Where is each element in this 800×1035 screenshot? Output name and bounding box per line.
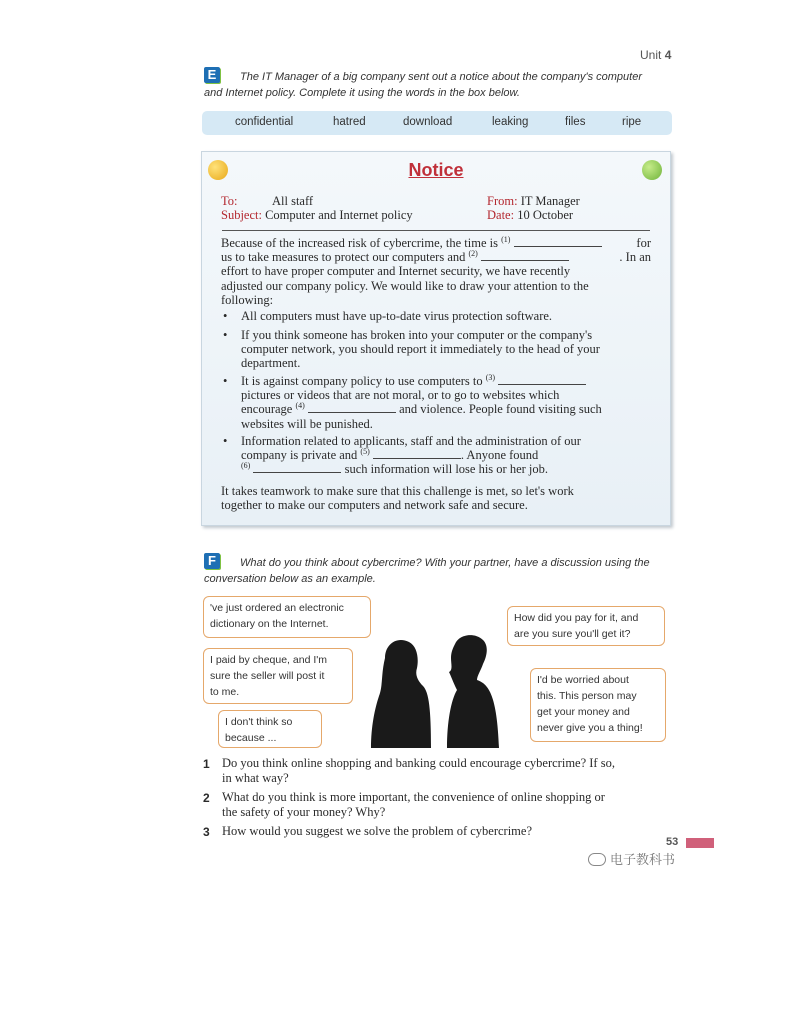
section-f-badge: F	[204, 553, 220, 569]
speech-bubble-1	[203, 596, 371, 638]
two-people-silhouette-image	[365, 630, 505, 750]
subject-value: Computer and Internet policy	[265, 208, 413, 222]
blank-2	[481, 250, 569, 261]
blank-number: (2)	[468, 249, 478, 259]
blank-1	[514, 236, 602, 247]
bubble-line: I don't think so	[225, 716, 293, 728]
bullet-mark: •	[223, 328, 228, 342]
bubble-line: to me.	[210, 686, 240, 698]
blank-number: (6)	[241, 461, 251, 471]
text-line: It is against company policy to use computers to	[241, 374, 483, 388]
blank-4	[308, 402, 396, 413]
notice-bullet-2	[241, 328, 653, 371]
bubble-line: this. This person may	[537, 690, 637, 702]
question-1-number: 1	[203, 757, 210, 771]
word-item: ripe	[622, 116, 642, 128]
text-line: websites will be punished.	[241, 416, 373, 431]
speech-bubble-3	[203, 648, 353, 704]
blank-number: (1)	[501, 234, 511, 244]
text-line: and violence. People found visiting such	[399, 402, 602, 417]
page-color-bar	[686, 838, 714, 848]
question-2-text	[222, 790, 667, 819]
notice-paragraph-1	[221, 236, 651, 307]
section-f-instruction-1: What do you think about cybercrime? With your partner, have a discussion using the	[240, 557, 650, 569]
text-line: department.	[241, 356, 301, 371]
word-item: confidential	[235, 116, 294, 128]
question-1-text	[222, 756, 667, 785]
text-line: effort to have proper computer and Internet security, we have recently	[221, 264, 571, 279]
bubble-line: I'd be worried about	[537, 674, 629, 686]
section-f-instruction-2: conversation below as an example.	[204, 573, 376, 585]
speech-bubble-5	[218, 710, 322, 748]
bullet-mark: •	[223, 374, 228, 388]
notice-date	[487, 208, 573, 223]
blank-5	[373, 448, 461, 459]
speech-bubble-2	[507, 606, 665, 646]
question-line: What do you think is more important, the convenience of online shopping or	[222, 790, 605, 804]
date-label: Date:	[487, 208, 515, 222]
section-e-instruction-1: The IT Manager of a big company sent out a notice about the company's computer	[240, 71, 642, 83]
text-line: It takes teamwork to make sure that this challenge is met, so let's work	[221, 484, 574, 498]
notice-panel	[201, 151, 671, 526]
subject-label: Subject:	[221, 208, 262, 222]
text-line: Information related to applicants, staff and the administration of our	[241, 434, 581, 448]
word-item: hatred	[333, 116, 366, 128]
bubble-line: never give you a thing!	[537, 722, 643, 734]
notice-bullet-4	[241, 434, 653, 477]
watermark	[588, 849, 675, 868]
notice-closing	[221, 484, 651, 512]
text-line: computer network, you should report it immediately to the head of your	[241, 342, 600, 357]
notice-subject	[221, 208, 413, 223]
notice-to	[221, 194, 238, 209]
blank-number: (4)	[295, 401, 305, 411]
text-line: for	[636, 236, 651, 250]
bubble-line: How did you pay for it, and	[514, 612, 639, 624]
speech-bubble-4	[530, 668, 666, 742]
notice-bullet-3	[241, 374, 653, 431]
bubble-line: because ...	[225, 732, 277, 744]
bullet-mark: •	[223, 309, 228, 323]
word-item: leaking	[492, 116, 529, 128]
bubble-line: 've just ordered an electronic	[210, 602, 344, 614]
to-value: All staff	[272, 194, 314, 208]
blank-6	[253, 462, 341, 473]
word-item: files	[565, 116, 586, 128]
text-line: . Anyone found	[460, 448, 539, 463]
text-line: together to make our computers and network safe and secure.	[221, 498, 528, 513]
question-line: the safety of your money? Why?	[222, 804, 386, 819]
blank-3	[498, 374, 586, 385]
wechat-icon	[588, 853, 606, 866]
blank-number: (3)	[485, 372, 496, 382]
bubble-line: dictionary on the Internet.	[210, 618, 329, 630]
question-line: How would you suggest we solve the problem of cybercrime?	[222, 824, 532, 838]
section-e-instruction-2: and Internet policy. Complete it using the words in the box below.	[204, 87, 520, 99]
notice-from	[487, 194, 580, 209]
text-line: pictures or videos that are not moral, or to go to websites which	[241, 388, 560, 403]
from-value: IT Manager	[520, 194, 580, 208]
question-line: Do you think online shopping and banking could encourage cybercrime? If so,	[222, 756, 615, 770]
notice-bullet-1	[241, 309, 653, 323]
blank-number: (5)	[360, 447, 370, 457]
bubble-line: I paid by cheque, and I'm	[210, 654, 327, 666]
page-number: 53	[666, 836, 679, 848]
bubble-line: get your money and	[537, 706, 630, 718]
text-line: encourage	[241, 402, 293, 417]
question-line: in what way?	[222, 770, 289, 785]
unit-number: 4	[664, 48, 672, 62]
to-label: To:	[221, 194, 238, 208]
unit-label	[640, 48, 671, 62]
text-line: us to take measures to protect our computers and	[221, 250, 466, 265]
bullet-mark: •	[223, 434, 228, 448]
question-3-number: 3	[203, 825, 210, 839]
word-box	[202, 111, 672, 135]
bubble-line: are you sure you'll get it?	[514, 628, 631, 640]
bubble-line: sure the seller will post it	[210, 670, 325, 682]
notice-divider	[222, 230, 650, 231]
text-line: company is private and	[241, 448, 358, 463]
text-line: If you think someone has broken into your computer or the company's	[241, 328, 593, 342]
watermark-text: 电子教科书	[610, 853, 676, 868]
text-line: following:	[221, 292, 274, 307]
from-label: From:	[487, 194, 518, 208]
question-3-text	[222, 824, 667, 839]
word-item: download	[403, 116, 453, 128]
date-value: 10 October	[517, 208, 574, 222]
text-line: Because of the increased risk of cybercrime, the time is	[221, 236, 498, 250]
text-line: adjusted our company policy. We would like to draw your attention to the	[221, 278, 589, 293]
text-line: All computers must have up-to-date virus protection software.	[241, 309, 553, 323]
notice-title: Notice	[408, 160, 464, 180]
text-line: such information will lose his or her job.	[344, 462, 549, 477]
question-2-number: 2	[203, 791, 210, 805]
section-e-badge: E	[204, 67, 220, 83]
unit-prefix: Unit	[640, 48, 662, 62]
text-line: . In an	[619, 250, 651, 265]
